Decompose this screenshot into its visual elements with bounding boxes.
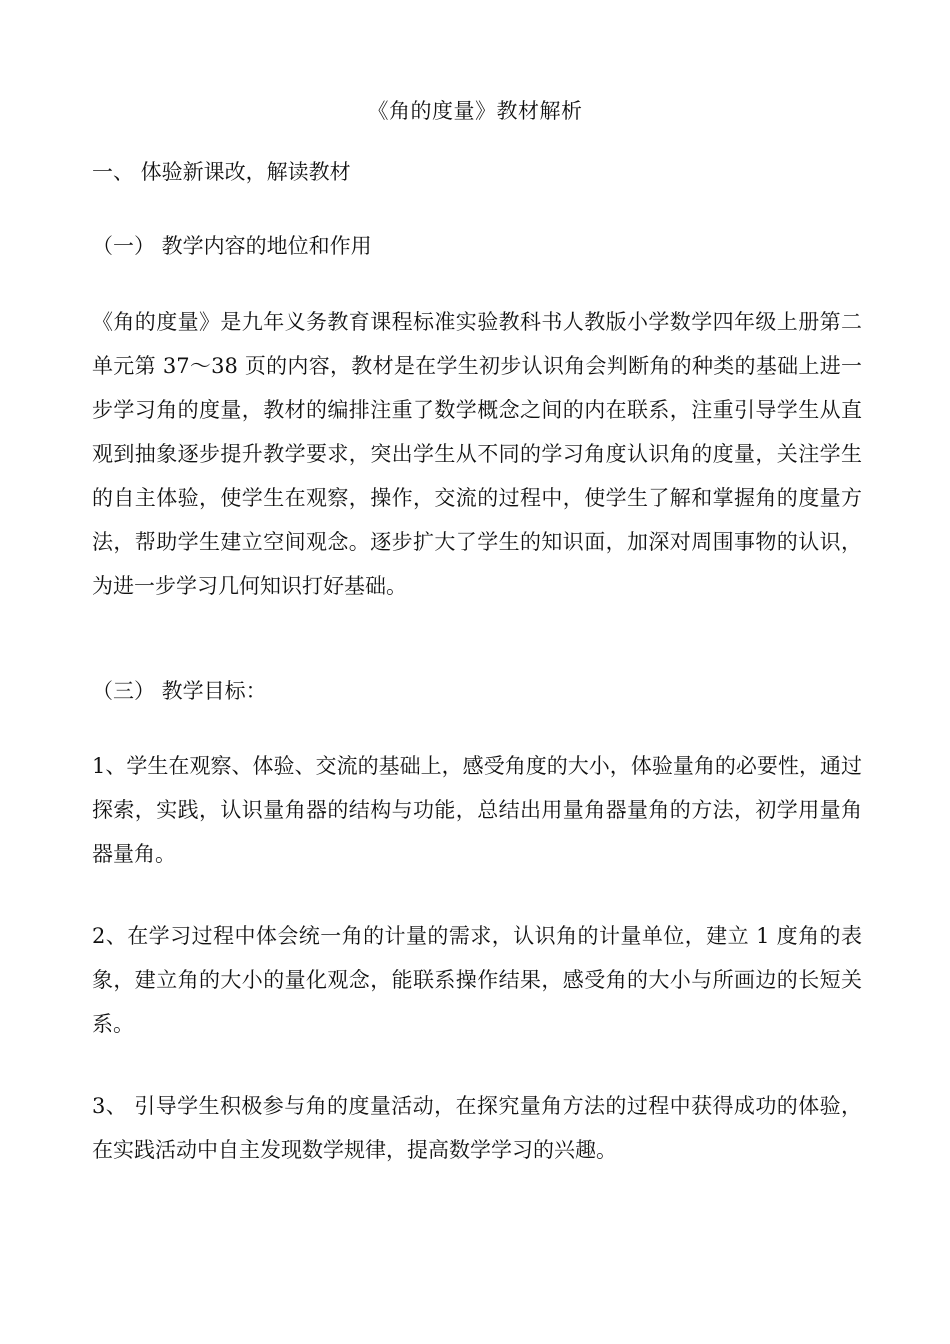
subsection-heading-role: （一） 教学内容的地位和作用 [92,234,372,258]
goal-item-1: 1、学生在观察、体验、交流的基础上，感受角度的大小，体验量角的必要性，通过探索，实践，认识量角器的结构与功能，总结出用量角器量角的方法，初学用量角器量角。 [92,754,862,866]
section-heading: 一、 体验新课改，解读教材 [92,160,351,184]
paragraph-role: 《角的度量》是九年义务教育课程标准实验教科书人教版小学数学四年级上册第二单元第 37～38 页的内容，教材是在学生初步认识角会判断角的种类的基础上进一步学习角的度量，教材的编排注重了数学概念之间的内在联系，注重引导学生从直观到抽象逐步提升教学要求，突出学生从不同的学习角度认识角的度量，关注学生的自主体验，使学生在观察，操作，交流的过程中，使学生了解和掌握角的度量方法，帮助学生建立空间观念。逐步扩大了学生的知识面，加深对周围事物的认识，为进一步学习几何知识打好基础。 [92,310,862,598]
goal-item-2: 2、在学习过程中体会统一角的计量的需求，认识角的计量单位，建立 1 度角的表象，建立角的大小的量化观念，能联系操作结果，感受角的大小与所画边的长短关系。 [92,924,862,1036]
document-title: 《角的度量》教材解析 [367,99,583,123]
subsection-heading-goals: （三） 教学目标： [92,679,267,703]
goal-item-3: 3、 引导学生积极参与角的度量活动，在探究量角方法的过程中获得成功的体验，在实践活动中自主发现数学规律，提高数学学习的兴趣。 [92,1094,862,1162]
